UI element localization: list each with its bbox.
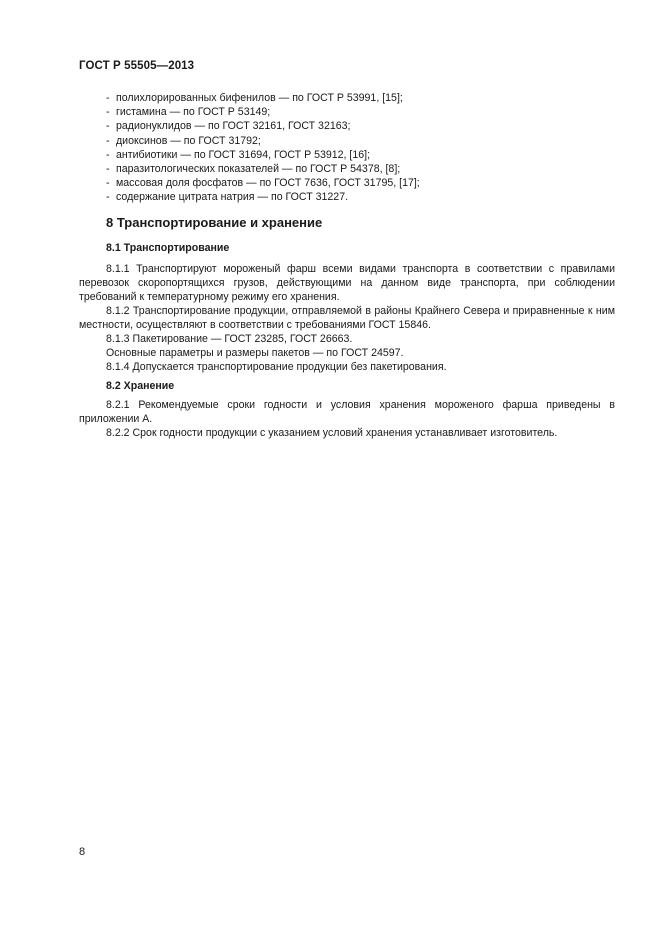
test-methods-list [106, 91, 626, 205]
subsection-heading-transport: 8.1 Транспортирование [106, 242, 230, 254]
section-heading: 8 Транспортирование и хранение [106, 215, 323, 230]
paragraph-8-1-2 [79, 304, 615, 332]
paragraph-8-1-4: 8.1.4 Допускается транспортирование продукции без пакетирования. [106, 361, 447, 373]
list-item: - полихлорированных бифенилов — по ГОСТ Р 53991, [15]; [106, 91, 626, 105]
paragraph-8-2-1 [79, 398, 615, 426]
list-item: - паразитологических показателей — по ГОСТ Р 54378, [8]; [106, 162, 626, 176]
list-item: - гистамина — по ГОСТ Р 53149; [106, 105, 626, 119]
paragraph-8-1-3-cont: Основные параметры и размеры пакетов — по ГОСТ 24597. [106, 347, 404, 359]
list-item: - антибиотики — по ГОСТ 31694, ГОСТ Р 53912, [16]; [106, 148, 626, 162]
document-code-header: ГОСТ Р 55505—2013 [79, 60, 195, 72]
paragraph-text: 8.1.1 Транспортируют мороженый фарш всеми видами транспорта в соответствии с правилами перевозок скоропортящихся грузов, действующими на данном виде транспорта, при соблюдении требований к температурному режиму его хранения. [79, 263, 615, 304]
list-item: - радионуклидов — по ГОСТ 32161, ГОСТ 32163; [106, 119, 626, 133]
paragraph-8-1-1 [79, 262, 615, 305]
paragraph-text: 8.2.1 Рекомендуемые сроки годности и условия хранения мороженого фарша приведены в приложении А. [79, 399, 615, 426]
paragraph-8-2-2: 8.2.2 Срок годности продукции с указанием условий хранения устанавливает изготовитель. [106, 427, 558, 439]
list-item: - диоксинов — по ГОСТ 31792; [106, 134, 626, 148]
paragraph-text: 8.1.2 Транспортирование продукции, отправляемой в районы Крайнего Севера и приравненные к ним местности, осуществляют в соответствии с требованиями ГОСТ 15846. [79, 305, 615, 332]
list-item: - содержание цитрата натрия — по ГОСТ 31227. [106, 190, 626, 204]
paragraph-8-1-3: 8.1.3 Пакетирование — ГОСТ 23285, ГОСТ 26663. [106, 333, 353, 345]
page-number: 8 [79, 846, 86, 858]
list-item: - массовая доля фосфатов — по ГОСТ 7636, ГОСТ 31795, [17]; [106, 176, 626, 190]
subsection-heading-storage: 8.2 Хранение [106, 380, 175, 392]
